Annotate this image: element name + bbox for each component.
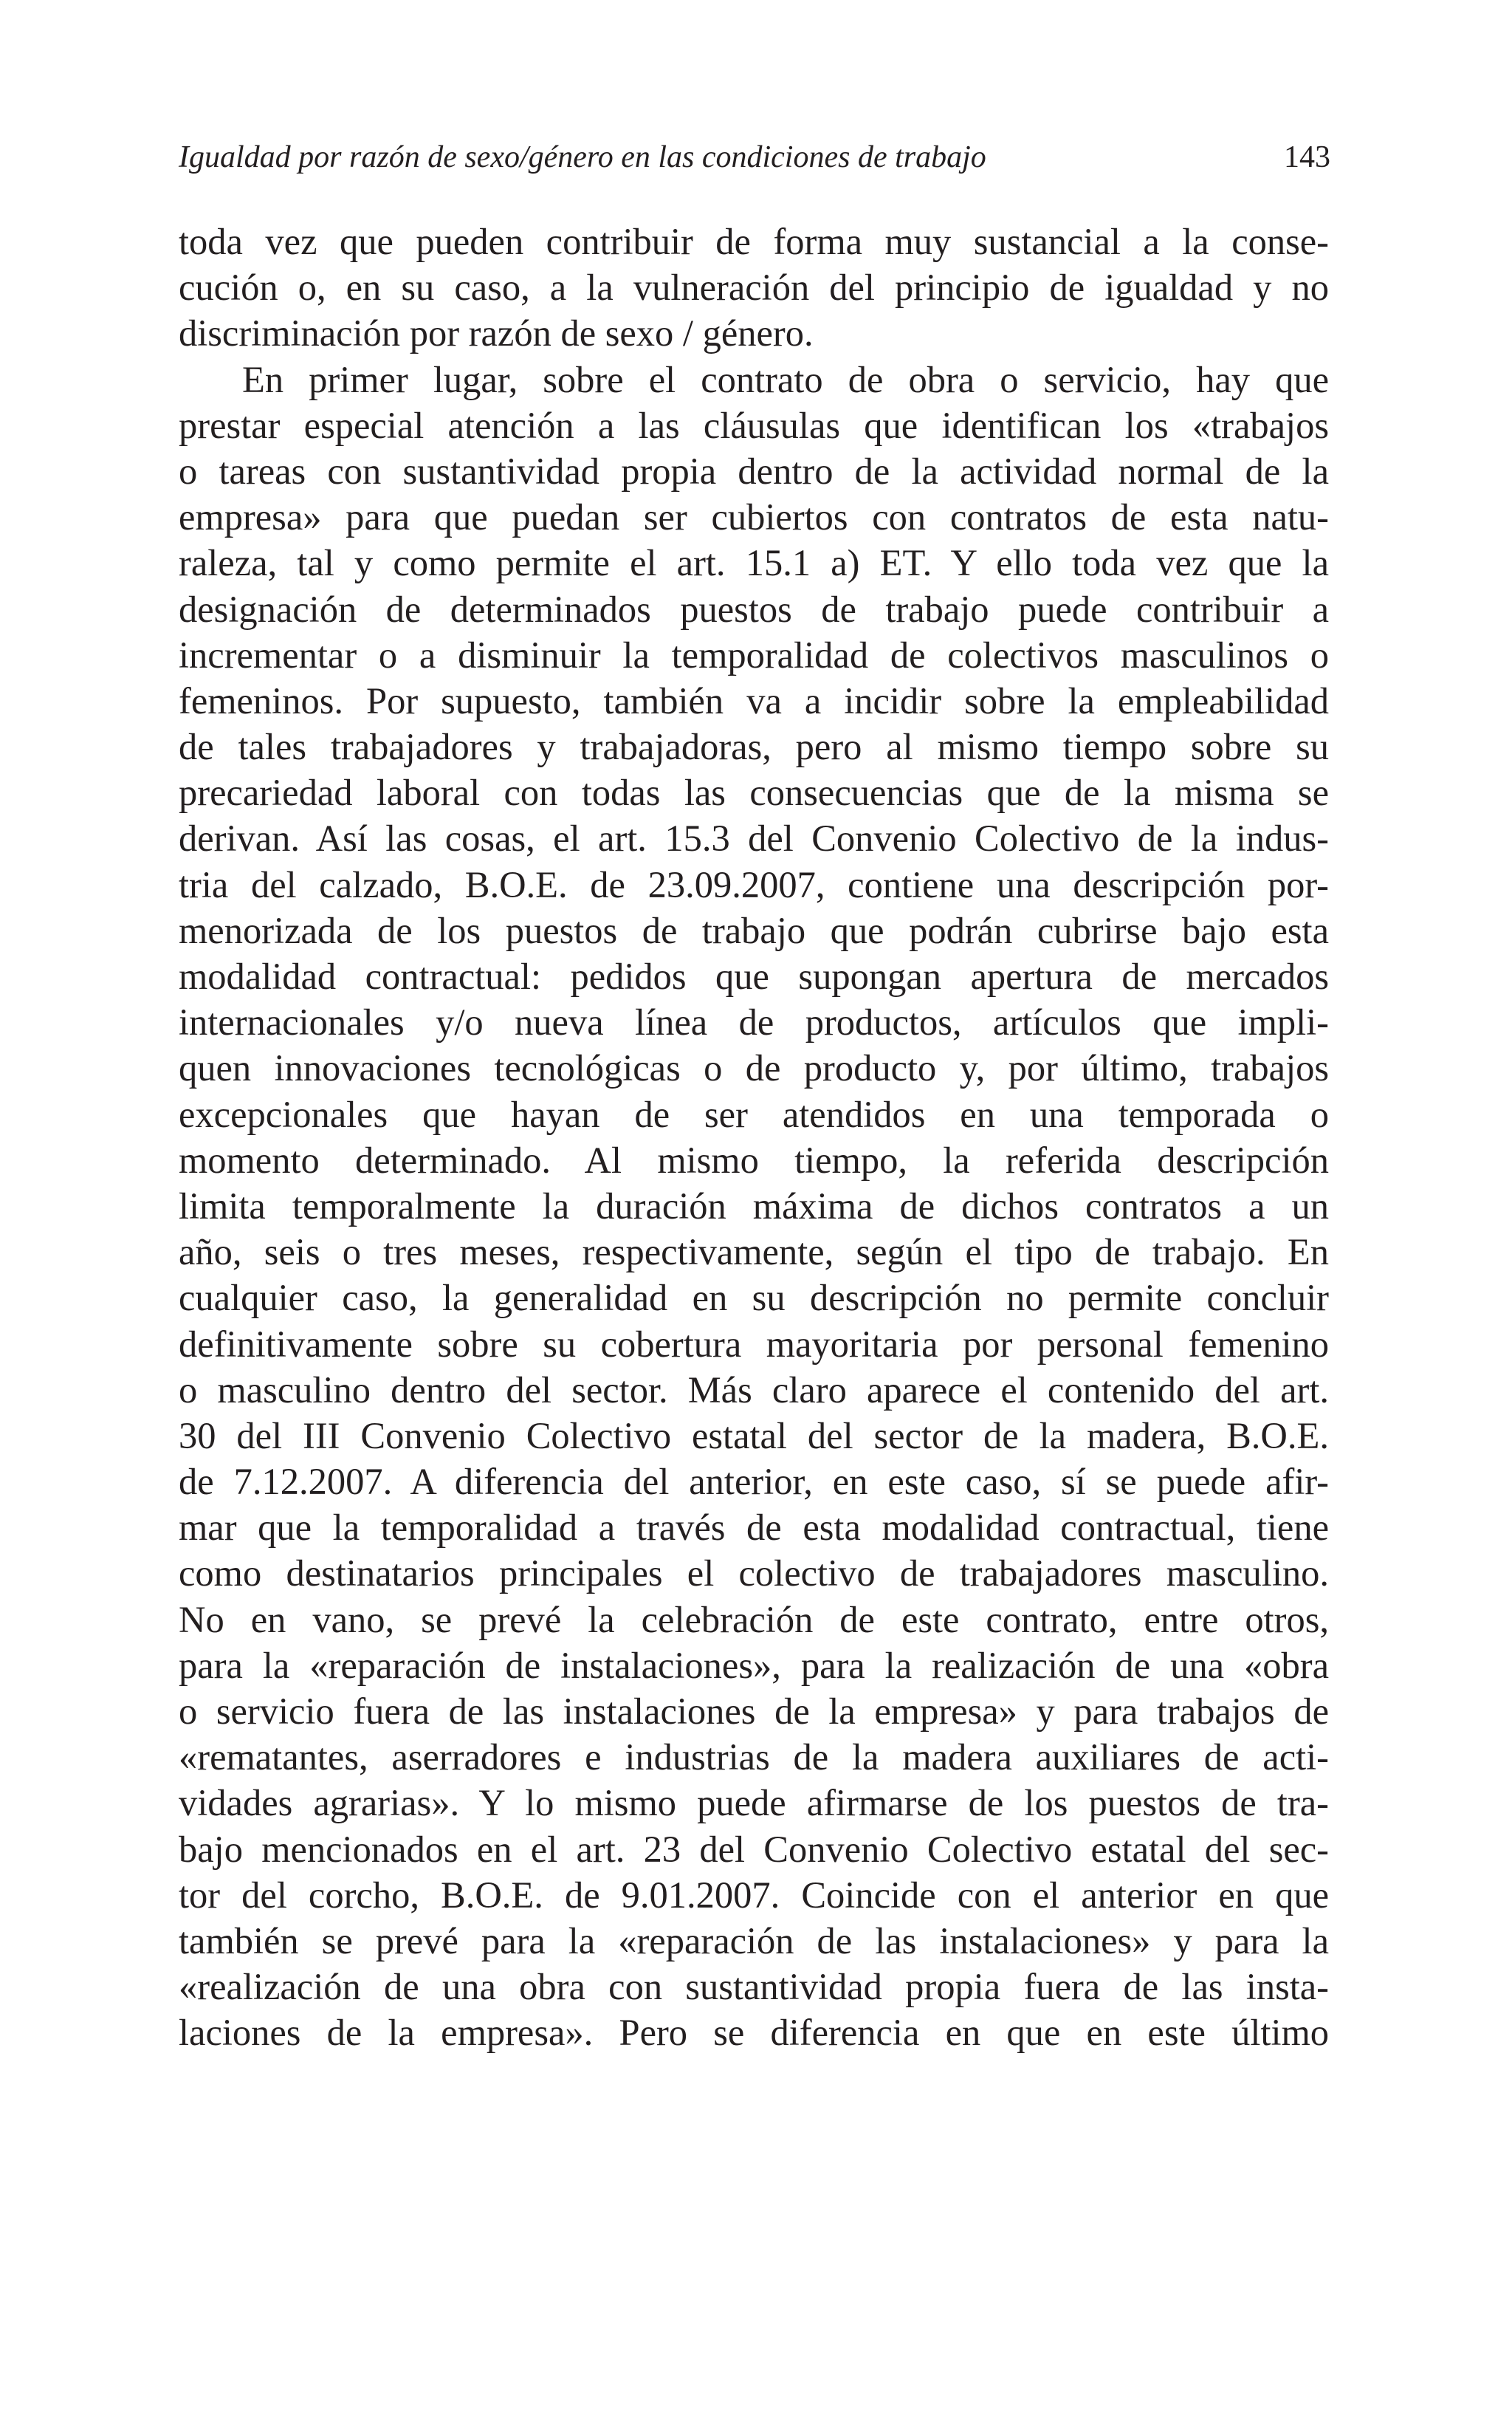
text-line: discriminación por razón de sexo / género. (179, 312, 814, 354)
text-line: de tales trabajadores y trabajadoras, pero al mismo tiempo sobre su (179, 726, 1329, 768)
text-line: vidades agrarias». Y lo mismo puede afirmarse de los puestos de tra- (179, 1782, 1329, 1824)
text-line: femeninos. Por supuesto, también va a incidir sobre la empleabilidad (179, 679, 1329, 722)
text-line: tria del calzado, B.O.E. de 23.09.2007, contiene una descripción por- (179, 863, 1329, 905)
text-line: o tareas con sustantividad propia dentro de la actividad normal de la (179, 450, 1329, 492)
text-line: momento determinado. Al mismo tiempo, la referida descripción (179, 1139, 1329, 1181)
text-line: o servicio fuera de las instalaciones de la empresa» y para trabajos de (179, 1690, 1329, 1732)
text-line: laciones de la empresa». Pero se diferencia en que en este último (179, 2012, 1329, 2054)
text-line: En primer lugar, sobre el contrato de obra o servicio, hay que (242, 358, 1329, 400)
text-line: menorizada de los puestos de trabajo que podrán cubrirse bajo esta (179, 909, 1329, 951)
paragraph (179, 357, 1329, 2056)
text-line: cución o, en su caso, a la vulneración del principio de igualdad y no (179, 267, 1329, 309)
text-line: para la «reparación de instalaciones», para la realización de una «obra (179, 1644, 1329, 1686)
text-line: internacionales y/o nueva línea de productos, artículos que impli- (179, 1001, 1329, 1044)
text-line: o masculino dentro del sector. Más claro aparece el contenido del art. (179, 1368, 1329, 1411)
text-line: cualquier caso, la generalidad en su descripción no permite concluir (179, 1277, 1329, 1319)
text-line: como destinatarios principales el colectivo de trabajadores masculino. (179, 1552, 1329, 1594)
text-line: empresa» para que puedan ser cubiertos con contratos de esta natu- (179, 496, 1329, 538)
text-line: raleza, tal y como permite el art. 15.1 a) ET. Y ello toda vez que la (179, 542, 1329, 584)
text-line: de 7.12.2007. A diferencia del anterior, en este caso, sí se puede afir- (179, 1461, 1329, 1503)
running-header (179, 135, 1330, 179)
paragraph (179, 219, 1329, 357)
page-number: 143 (1284, 140, 1330, 174)
text-line: 30 del III Convenio Colectivo estatal del sector de la madera, B.O.E. (179, 1414, 1329, 1456)
text-line: «rematantes, aserradores e industrias de la madera auxiliares de acti- (179, 1736, 1329, 1778)
text-line: quen innovaciones tecnológicas o de producto y, por último, trabajos (179, 1047, 1329, 1089)
text-line: tor del corcho, B.O.E. de 9.01.2007. Coincide con el anterior en que (179, 1874, 1329, 1916)
text-line: mar que la temporalidad a través de esta modalidad contractual, tiene (179, 1507, 1329, 1549)
running-title: Igualdad por razón de sexo/género en las condiciones de trabajo (179, 140, 986, 174)
text-line: bajo mencionados en el art. 23 del Convenio Colectivo estatal del sec- (179, 1828, 1329, 1870)
text-line: limita temporalmente la duración máxima de dichos contratos a un (179, 1185, 1329, 1227)
text-line: designación de determinados puestos de trabajo puede contribuir a (179, 588, 1329, 630)
text-line: excepcionales que hayan de ser atendidos en una temporada o (179, 1093, 1329, 1135)
text-line: prestar especial atención a las cláusulas que identifican los «trabajos (179, 404, 1329, 446)
text-line: precariedad laboral con todas las consecuencias que de la misma se (179, 772, 1329, 814)
text-line: No en vano, se prevé la celebración de este contrato, entre otros, (179, 1598, 1329, 1640)
text-line: derivan. Así las cosas, el art. 15.3 del Convenio Colectivo de la indus- (179, 818, 1329, 860)
text-line: también se prevé para la «reparación de las instalaciones» y para la (179, 1919, 1329, 1962)
text-line: toda vez que pueden contribuir de forma muy sustancial a la conse- (179, 221, 1329, 262)
body-text (179, 219, 1329, 2056)
text-line: año, seis o tres meses, respectivamente, según el tipo de trabajo. En (179, 1231, 1329, 1273)
text-line: «realización de una obra con sustantividad propia fuera de las insta- (179, 1966, 1329, 2008)
text-line: incrementar o a disminuir la temporalidad de colectivos masculinos o (179, 634, 1329, 676)
text-line: modalidad contractual: pedidos que supongan apertura de mercados (179, 956, 1329, 997)
text-line: definitivamente sobre su cobertura mayoritaria por personal femenino (179, 1323, 1329, 1365)
